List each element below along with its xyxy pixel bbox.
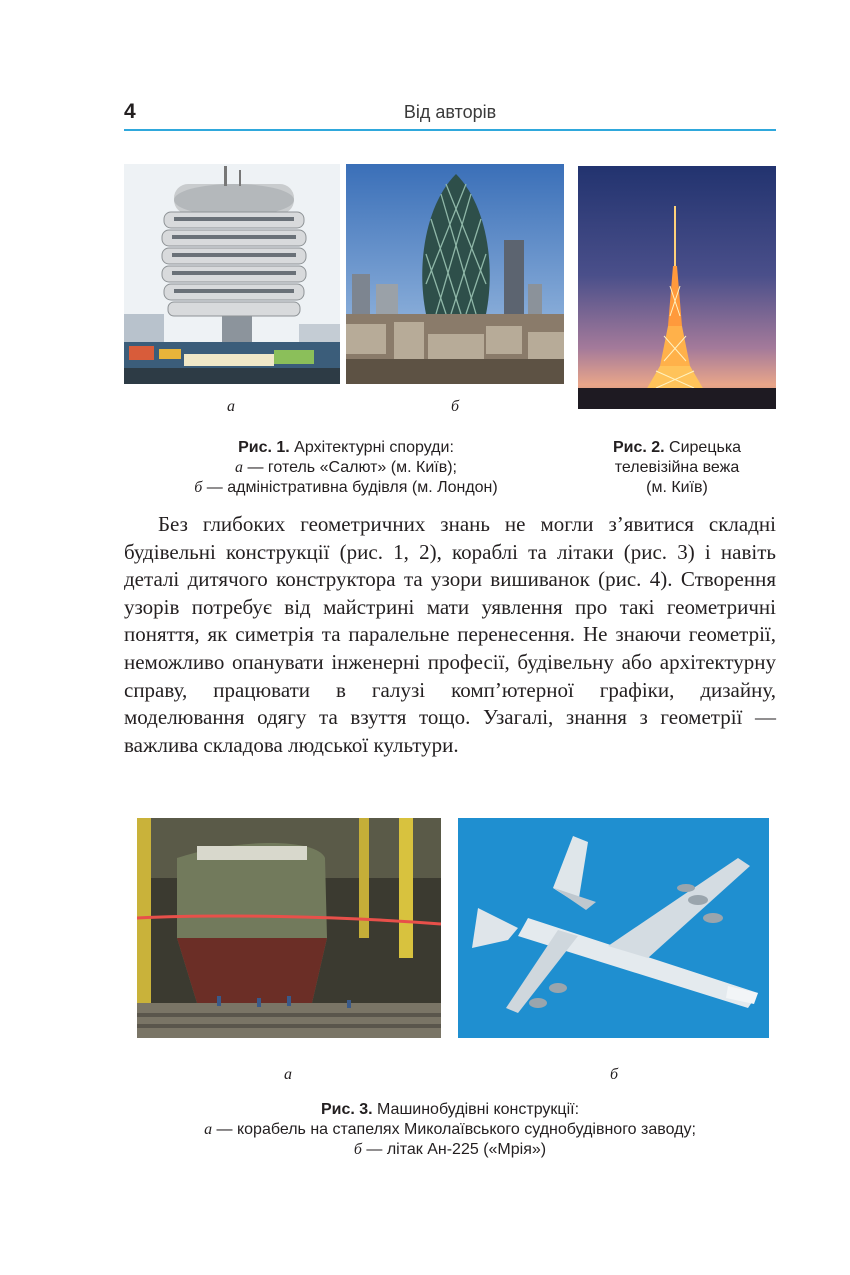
body-paragraph-text: Без глибоких геометричних знань не могли з’явитися складні будівельні конструкції (рис. 1, 2), кораблі та літаки (рис. 3) і навіть деталі дитячого конструктора та узори вишиванок (рис. 4). Створення узорів потребує від майстрині мати уявлення про такі геометричні поняття, як симетрія та паралельне перенесення. Не знаючи геометрії, неможливо опанувати інженерні професії, будівельну або архітектурну справу, працювати в галузі комп’ютерної графіки, дизайну, моделювання одягу та взуття тощо. Узагалі, знання з геометрії — важлива складова людської культури. [124, 512, 776, 757]
figure2-caption-title: Рис. 2. [612, 439, 665, 456]
page-number: 4 [124, 100, 136, 123]
figure3-caption-letter-b: б [353, 1141, 362, 1158]
figure1-caption-letter-b: б [194, 479, 203, 496]
figure1-caption [160, 438, 532, 498]
figure3-label-a: а [284, 1066, 292, 1083]
figure2-caption-text: Сирецька [664, 439, 742, 456]
figure1-caption-text: Архітектурні споруди: [289, 439, 454, 456]
figure3-caption-title: Рис. 3. [320, 1101, 373, 1118]
tv-tower-photo [578, 166, 776, 409]
figure3-caption [124, 1100, 776, 1160]
figure3-caption-line-b: — літак Ан-225 («Мрія») [361, 1141, 547, 1158]
figure3-caption-letter-a: а [204, 1121, 213, 1138]
figure2-caption [578, 438, 776, 498]
figure3-caption-text: Машинобудівні конструкції: [372, 1101, 580, 1118]
figure1-caption-line-b: — адміністративна будівля (м. Лондон) [202, 479, 498, 496]
figure2-caption-line3: (м. Київ) [646, 479, 708, 496]
header-rule [124, 129, 776, 131]
running-head: Від авторів [403, 102, 497, 122]
figure3-label-b: б [609, 1066, 619, 1083]
hotel-salut-photo [124, 164, 340, 384]
an225-plane-photo [458, 818, 769, 1038]
figure1-label-a: а [227, 398, 235, 415]
figure1-caption-title: Рис. 1. [238, 439, 290, 456]
figure2-caption-line2: телевізійна вежа [614, 459, 740, 476]
gherkin-london-photo [346, 164, 564, 384]
ship-shipyard-photo [137, 818, 441, 1038]
body-paragraph [124, 511, 776, 759]
figure3-caption-line-a: — корабель на стапелях Миколаївського суднобудівного заводу; [212, 1121, 696, 1138]
figure1-label-b: б [450, 398, 460, 415]
figure1-caption-letter-a: а [235, 459, 244, 476]
figure1-caption-line-a: — готель «Салют» (м. Київ); [243, 459, 457, 476]
